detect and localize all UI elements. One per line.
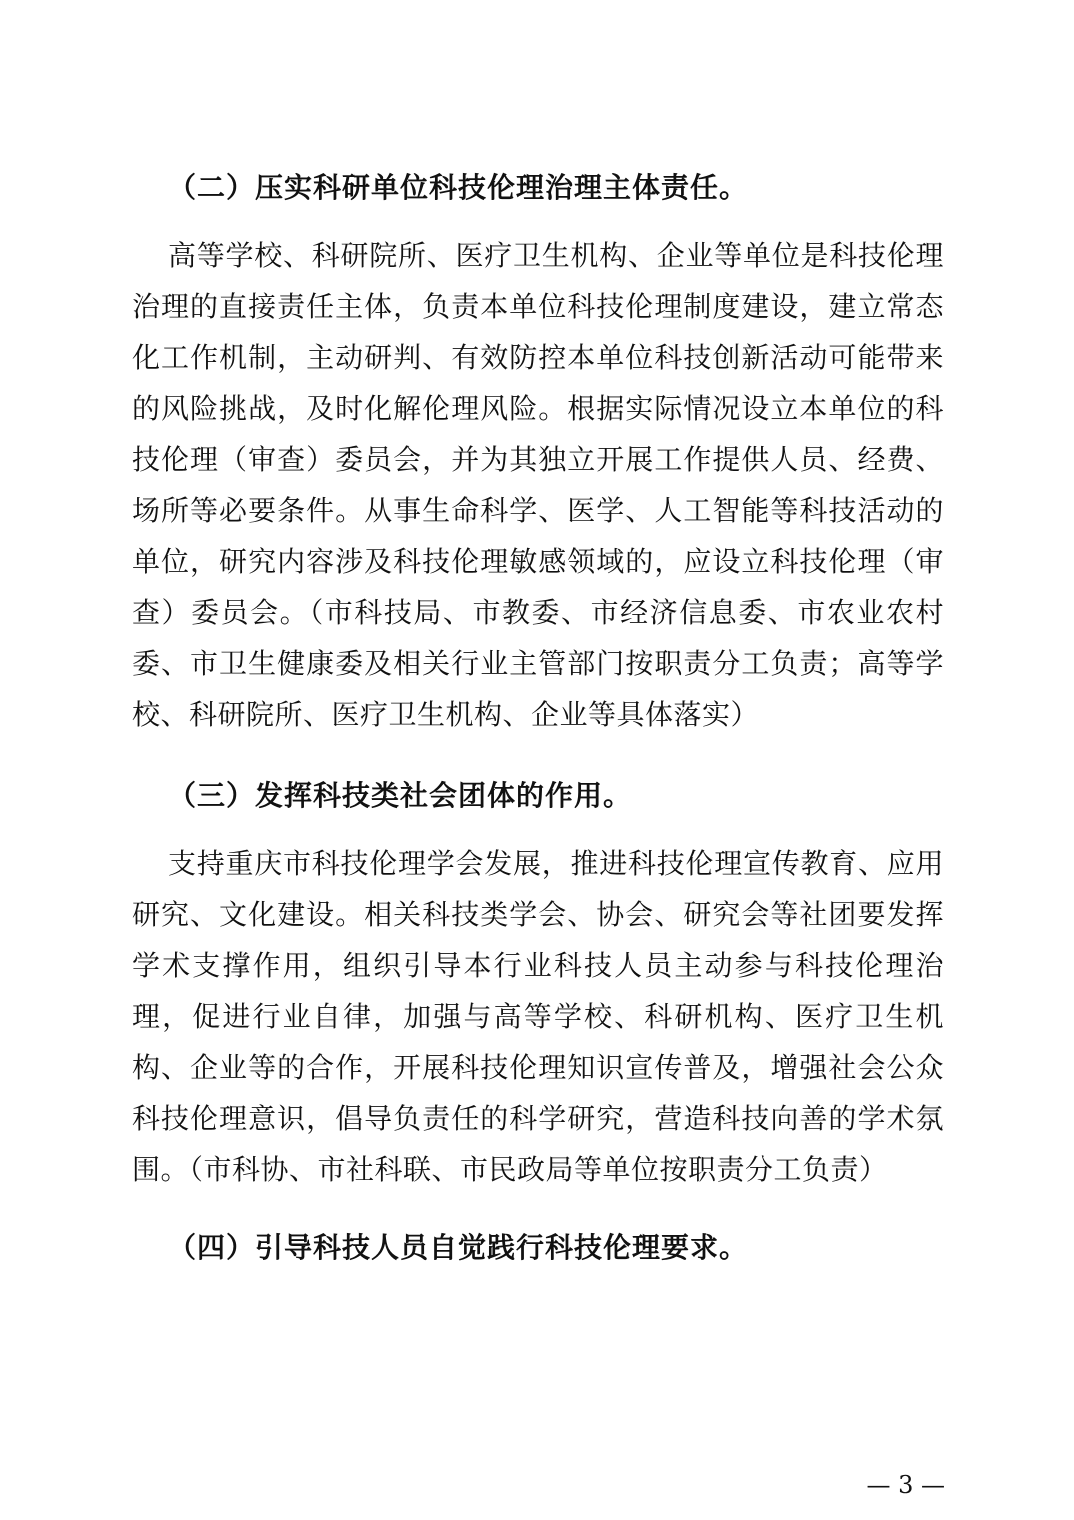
section-paragraph-2: 高等学校、科研院所、医疗卫生机构、企业等单位是科技伦理治理的直接责任主体，负责本单位科技伦理制度建设，建立常态化工作机制，主动研判、有效防控本单位科技创新活动可能带来的风险挑战，及时化解伦理风险。根据实际情况设立本单位的科技伦理（审查）委员会，并为其独立开展工作提供人员、经费、场所等必要条件。从事生命科学、医学、人工智能等科技活动的单位，研究内容涉及科技伦理敏感领域的，应设立科技伦理（审查）委员会。（市科技局、市教委、市经济信息委、市农业农村委、市卫生健康委及相关行业主管部门按职责分工负责；高等学校、科研院所、医疗卫生机构、企业等具体落实） xyxy=(132,239,944,731)
section-heading-2: （二）压实科研单位科技伦理治理主体责任。 xyxy=(168,171,749,204)
page-number: — 3 — xyxy=(866,1471,945,1499)
section-paragraph-3: 支持重庆市科技伦理学会发展，推进科技伦理宣传教育、应用研究、文化建设。相关科技类学会、协会、研究会等社团要发挥学术支撑作用，组织引导本行业科技人员主动参与科技伦理治理，促进行业自律，加强与高等学校、科研机构、医疗卫生机构、企业等的合作，开展科技伦理知识宣传普及，增强社会公众科技伦理意识，倡导负责任的科学研究，营造科技向善的学术氛围。（市科协、市社科联、市民政局等单位按职责分工负责） xyxy=(132,847,944,1186)
section-heading-3: （三）发挥科技类社会团体的作用。 xyxy=(168,779,633,812)
section-heading-4: （四）引导科技人员自觉践行科技伦理要求。 xyxy=(168,1231,749,1264)
